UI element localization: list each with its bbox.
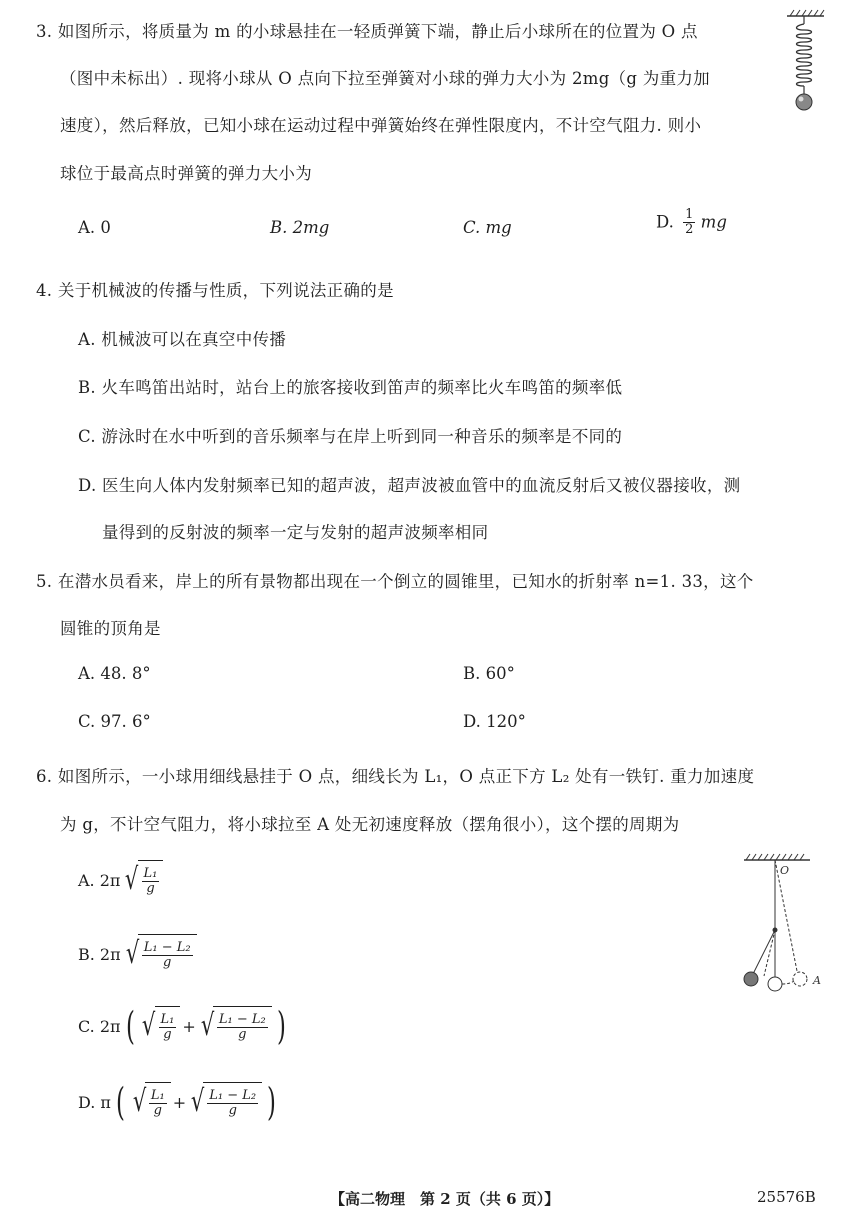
- frac-num: L₁: [160, 1011, 175, 1027]
- frac-num: L₁ − L₂: [218, 1011, 266, 1027]
- q6-line1: 6. 如图所示，一小球用细线悬挂于 O 点，细线长为 L₁，O 点正下方 L₂ 处有一铁钉. 重力加速度: [36, 767, 755, 786]
- ball-a-icon: [793, 972, 807, 986]
- frac-num: L₁ − L₂: [209, 1087, 257, 1103]
- frac-den: g: [228, 1103, 237, 1118]
- q3-option-b: B. 2mg: [270, 218, 330, 237]
- q4-option-b: B. 火车鸣笛出站时，站台上的旅客接收到笛声的频率比火车鸣笛的频率低: [78, 378, 623, 397]
- frac-den: g: [153, 1103, 162, 1118]
- frac-den: g: [146, 881, 155, 896]
- sqrt-icon: √ $\frac{\text{L₁}}{g}$: [139, 1006, 180, 1046]
- q6-option-d-prefix: D. π: [78, 1092, 111, 1112]
- q4-option-c: C. 游泳时在水中听到的音乐频率与在岸上听到同一种音乐的频率是不同的: [78, 427, 623, 446]
- frac-num: L₁: [150, 1087, 165, 1103]
- q5-line1: 5. 在潜水员看来，岸上的所有景物都出现在一个倒立的圆锥里，已知水的折射率 n=1. 33，这个: [36, 572, 754, 591]
- q5-line2: 圆锥的顶角是: [60, 619, 161, 638]
- q3-option-c: C. mg: [463, 218, 512, 237]
- q6-option-b: [78, 934, 197, 974]
- sqrt-icon: √ $\frac{\text{L₁ − L₂}}{g}$: [123, 934, 197, 974]
- frac-den: g: [238, 1027, 247, 1042]
- q3-option-d-fraction: [683, 208, 695, 238]
- frac-den: g: [163, 1027, 172, 1042]
- q3-line2: （图中未标出）. 现将小球从 O 点向下拉至弹簧对小球的弹力大小为 2mg（g 为重力加: [60, 69, 710, 88]
- spring-figure: [782, 8, 832, 118]
- plus-sign: +: [182, 1016, 196, 1036]
- sqrt-icon: √ $\frac{\text{L₁}}{g}$: [130, 1082, 171, 1122]
- sqrt-icon: √ $\frac{\text{L₁ − L₂}}{g}$: [188, 1082, 262, 1122]
- q3-option-d-num: 1: [685, 207, 694, 222]
- q3-line3: 速度），然后释放，已知小球在运动过程中弹簧始终在弹性限度内，不计空气阻力. 则小: [60, 116, 702, 135]
- exam-code: 25576B: [757, 1188, 816, 1206]
- sqrt-icon: √ $\frac{\text{L₁}}{g}$: [122, 860, 163, 900]
- q5-option-d: D. 120°: [463, 712, 526, 731]
- q6-option-a-expr: [78, 860, 163, 900]
- q3-line1: 3. 如图所示，将质量为 m 的小球悬挂在一轻质弹簧下端，静止后小球所在的位置为 O 点: [36, 22, 698, 41]
- point-a-label: A: [813, 974, 821, 987]
- q6-option-b-prefix: B. 2π: [78, 944, 121, 964]
- q5-option-a: A. 48. 8°: [78, 664, 151, 683]
- q6-option-c-prefix: C. 2π: [78, 1016, 121, 1036]
- q3-option-d-suffix: mg: [700, 212, 727, 232]
- q4-option-d-line2: 量得到的反射波的频率一定与发射的超声波频率相同: [102, 523, 489, 542]
- page-footer: 【高二物理 第 2 页（共 6 页）】: [330, 1190, 560, 1208]
- q5-option-b: B. 60°: [463, 664, 515, 683]
- plus-sign: +: [172, 1092, 187, 1112]
- pivot-label: O: [780, 864, 790, 877]
- q6-line2: 为 g，不计空气阻力，将小球拉至 A 处无初速度释放（摆角很小），这个摆的周期为: [60, 815, 680, 834]
- ball-bottom-icon: [768, 977, 782, 991]
- q4-option-d-line1: D. 医生向人体内发射频率已知的超声波，超声波被血管中的血流反射后又被仪器接收，测: [78, 476, 741, 495]
- q3-option-d-prefix: D.: [656, 212, 674, 232]
- q6-option-d: [78, 1082, 279, 1122]
- frac-num: L₁ − L₂: [143, 939, 191, 955]
- q6-option-a: [78, 860, 163, 900]
- q4-option-a: A. 机械波可以在真空中传播: [78, 330, 287, 349]
- q6-option-a-prefix: A. 2π: [78, 870, 121, 890]
- q3-option-a: A. 0: [78, 218, 111, 237]
- frac-den: g: [163, 955, 172, 970]
- q6-option-b-expr: [78, 934, 197, 974]
- pendulum-figure: [738, 850, 828, 1000]
- q6-option-c-expr: C. 2π ( √ $\frac{\text{L₁}}{g}$ + √ $\frac{\text{L₁ − L₂}}{g}$ ): [78, 1004, 286, 1048]
- q5-option-c: C. 97. 6°: [78, 712, 151, 731]
- q3-option-d-den: 2: [685, 222, 694, 238]
- ball-left-icon: [744, 972, 758, 986]
- q3-line4: 球位于最高点时弹簧的弹力大小为: [60, 164, 312, 183]
- sqrt-icon: √ $\frac{\text{L₁ − L₂}}{g}$: [198, 1006, 272, 1046]
- q3-option-d: [656, 208, 727, 238]
- frac-num: L₁: [143, 865, 158, 881]
- q6-option-c: [78, 1006, 289, 1046]
- q6-option-d-expr: D. π ( √ $\frac{\text{L₁}}{g}$ + √ $\frac{\text{L₁ − L₂}}{g}$ ): [78, 1080, 277, 1124]
- q4-stem: 4. 关于机械波的传播与性质，下列说法正确的是: [36, 281, 394, 300]
